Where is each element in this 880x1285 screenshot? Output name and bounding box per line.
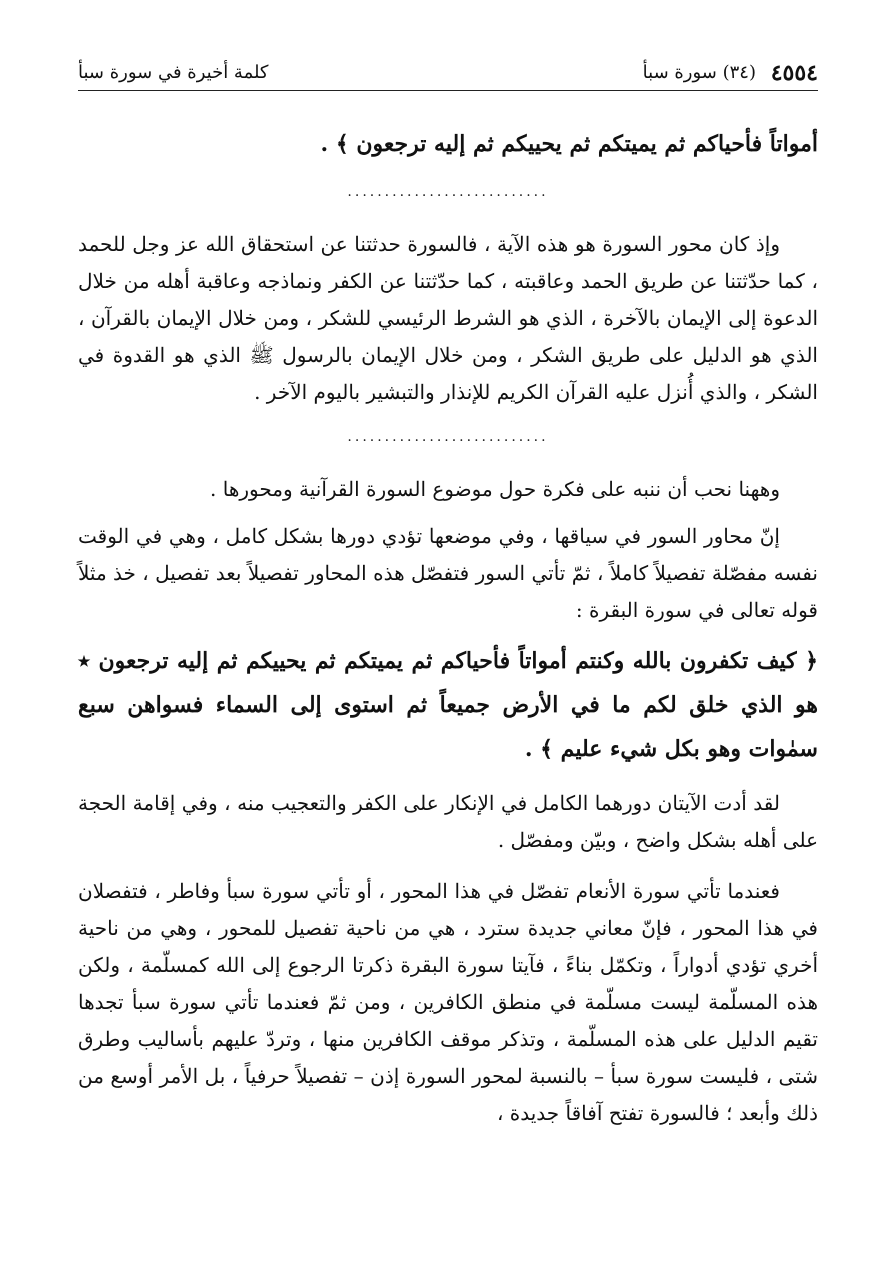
chapter-title: كلمة أخيرة في سورة سبأ <box>78 62 269 83</box>
section-separator-2: ........................... <box>347 429 549 445</box>
quran-verse-end: أمواتاً فأحياكم ثم يميتكم ثم يحييكم ثم إليه ترجعون ﴾ . <box>320 131 818 157</box>
quran-verse-baqara: ﴿ كيف تكفرون بالله وكنتم أمواتاً فأحياكم ثم يميتكم ثم يحييكم ثم إليه ترجعون ٭ هو الذي خلق لكم ما في الأرض جميعاً ثم استوى إلى السماء فسواهن سبع سمٰوات وهو بكل شيء عليم ﴾ . <box>78 648 818 762</box>
page-body <box>78 122 818 1132</box>
page-number: ٤٥٥٤ <box>770 60 818 86</box>
section-separator: ........................... <box>347 184 549 200</box>
paragraph-axis: وإذ كان محور السورة هو هذه الآية ، فالسورة حدثتنا عن استحقاق الله عز وجل للحمد ، كما حدّثتنا عن طريق الحمد وعاقبته ، كما حدّثتنا عن الكفر ونماذجه وعاقبة أهله من خلال الدعوة إلى الإيمان بالآخرة ، الذي هو الشرط الرئيسي للشكر ، ومن خلال الإيمان بالقرآن ، الذي هو الدليل على طريق الشكر ، ومن خلال الإيمان بالرسول ﷺ الذي هو القدوة في الشكر ، والذي أُنزل عليه القرآن الكريم للإنذار والتبشير باليوم الآخر . <box>78 232 818 404</box>
paragraph-axes: إنّ محاور السور في سياقها ، وفي موضعها تؤدي دورها بشكل كامل ، وهي في الوقت نفسه مفصّلة تفصيلاً كاملاً ، ثمّ تأتي السور فتفصّل هذه المحاور تفصيلاً بعد تفصيل ، خذ مثلاً قوله تعالى في سورة البقرة : <box>78 524 818 622</box>
paragraph-intro: وههنا نحب أن ننبه على فكرة حول موضوع السورة القرآنية ومحورها . <box>210 477 780 501</box>
page-header <box>78 52 818 91</box>
paragraph-two-verses: لقد أدت الآيتان دورهما الكامل في الإنكار على الكفر والتعجيب منه ، وفي إقامة الحجة على أهله بشكل واضح ، وبيّن ومفصّل . <box>78 791 818 852</box>
sura-reference: (٣٤) سورة سبأ <box>642 62 756 83</box>
paragraph-detail: فعندما تأتي سورة الأنعام تفصّل في هذا المحور ، أو تأتي سورة سبأ وفاطر ، فتفصلان في هذا المحور ، فإنّ معاني جديدة سترد ، هي من ناحية تفصيل للمحور ، وهي من ناحية أخري تؤدي أدواراً ، وتكمّل بناءً ، فآيتا سورة البقرة ذكرتا الرجوع إلى الله كمسلّمة ، ولكن هذه المسلّمة ليست مسلّمة في منطق الكافرين ، ومن ثمّ فعندما تأتي سورة سبأ تجدها تقيم الدليل على هذه المسلّمة ، وتذكر موقف الكافرين منها ، وتردّ عليهم بأساليب وطرق شتى ، فليست سورة سبأ – بالنسبة لمحور السورة إذن – تفصيلاً حرفياً ، بل الأمر أوسع من ذلك وأبعد ؛ فالسورة تفتح آفاقاً جديدة ، <box>78 879 818 1125</box>
